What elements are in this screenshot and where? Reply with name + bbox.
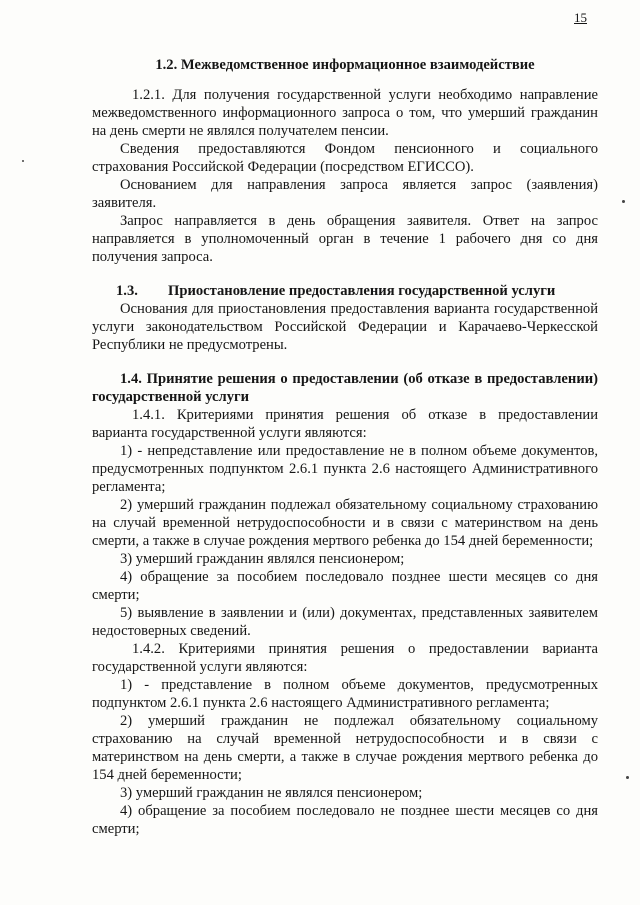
list-item: 3) умерший гражданин являлся пенсионером; bbox=[120, 551, 405, 567]
section-1-2-heading: 1.2. Межведомственное информационное взаимодействие bbox=[155, 57, 535, 73]
page-number: 15 bbox=[574, 10, 587, 25]
list-item: 4) обращение за пособием последовало позднее шести месяцев со дня смерти; bbox=[92, 569, 598, 603]
list-item: 3) умерший гражданин не являлся пенсионером; bbox=[120, 785, 423, 801]
scan-speck bbox=[22, 160, 24, 162]
section-1-3-number: 1.3. bbox=[116, 283, 138, 299]
paragraph-1-2-1: 1.2.1. Для получения государственной услуги необходимо направление межведомственного информационного запроса о том, что умерший гражданин на день смерти не являлся получателем пенсии. bbox=[92, 87, 598, 139]
section-1-4-heading: 1.4. Принятие решения о предоставлении (об отказе в предоставлении) государственной услуги bbox=[92, 371, 598, 405]
paragraph-1-2-timing: Запрос направляется в день обращения заявителя. Ответ на запрос направляется в уполномоченный орган в течение 1 рабочего дня со дня получения запроса. bbox=[92, 213, 598, 265]
paragraph-1-4-1: 1.4.1. Критериями принятия решения об отказе в предоставлении варианта государственной услуги являются: bbox=[92, 407, 598, 441]
list-item: 2) умерший гражданин не подлежал обязательному социальному страхованию на случай временной нетрудоспособности и в связи с материнством на день смерти, а также в случае рождения мертвого ребенка до 154 дней беременности; bbox=[92, 713, 598, 783]
document-body bbox=[92, 56, 598, 838]
paragraph-1-2-basis: Основанием для направления запроса является запрос (заявления) заявителя. bbox=[92, 177, 598, 211]
grant-criteria-list bbox=[92, 676, 598, 838]
paragraph-1-3: Основания для приостановления предоставления варианта государственной услуги законодательством Российской Федерации и Карачаево-Черкесской Республики не предусмотрены. bbox=[92, 301, 598, 353]
list-item: 5) выявление в заявлении и (или) документах, представленных заявителем недостоверных сведений. bbox=[92, 605, 598, 639]
paragraph-1-2-sources: Сведения предоставляются Фондом пенсионного и социального страхования Российской Федерации (посредством ЕГИССО). bbox=[92, 141, 598, 175]
list-item: 2) умерший гражданин подлежал обязательному социальному страхованию на случай временной нетрудоспособности и в связи с материнством на день смерти, а также в случае рождения мертвого ребенка до 154 дней беременности; bbox=[92, 497, 598, 549]
section-1-3-heading bbox=[92, 282, 598, 300]
refusal-criteria-list bbox=[92, 442, 598, 640]
list-item: 4) обращение за пособием последовало не позднее шести месяцев со дня смерти; bbox=[92, 803, 598, 837]
list-item: 1) - непредставление или предоставление не в полном объеме документов, предусмотренных подпунктом 2.6.1 пункта 2.6 настоящего Административного регламента; bbox=[92, 443, 598, 495]
scan-speck bbox=[622, 200, 625, 203]
scan-speck bbox=[626, 776, 629, 779]
paragraph-1-4-2: 1.4.2. Критериями принятия решения о предоставлении варианта государственной услуги являются: bbox=[92, 641, 598, 675]
section-1-3-title: Приостановление предоставления государственной услуги bbox=[168, 283, 556, 299]
list-item: 1) - представление в полном объеме документов, предусмотренных подпунктом 2.6.1 пункта 2.6 настоящего Административного регламента; bbox=[92, 677, 598, 711]
